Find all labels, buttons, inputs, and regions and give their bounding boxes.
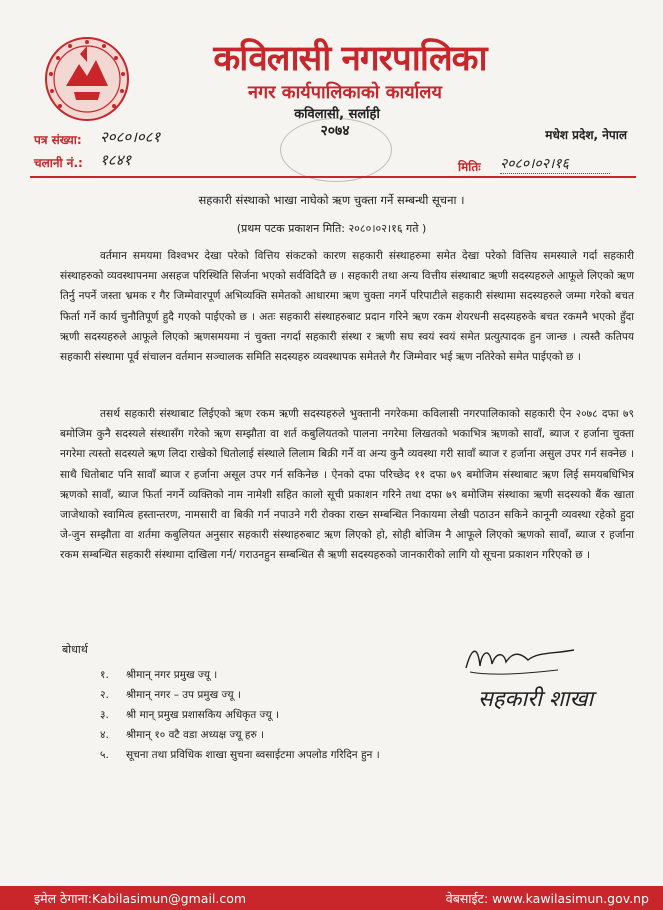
cc-item xyxy=(100,705,380,725)
cc-list xyxy=(100,665,380,765)
org-name: कविलासी नगरपालिका xyxy=(213,39,487,79)
notice-subject: सहकारी संस्थाको भाखा नाघेको ऋण चुक्ता गर्ने सम्बन्धी सूचना । xyxy=(198,193,465,207)
paragraph-2 xyxy=(60,404,634,566)
cc-item xyxy=(100,685,380,705)
cc-item-text: श्रीमान् नगर प्रमुख ज्यू । xyxy=(126,669,218,681)
cc-item xyxy=(100,745,380,765)
footer-email[interactable]: इमेल ठेगाना:Kabilasimun@gmail.com xyxy=(34,891,247,906)
dispatch-number-label: चलानी नं.: xyxy=(34,156,83,170)
footer-bar xyxy=(0,886,663,910)
paragraph-1 xyxy=(60,246,634,367)
ref-number-value: २०८०।०८१ xyxy=(100,128,161,146)
footer-website[interactable]: वेबसाईट: www.kawilasimun.gov.np xyxy=(445,891,649,906)
org-year: २०७४ xyxy=(320,123,350,139)
cc-item-text: सूचना तथा प्रविधिक शाखा सुचना ब्वसाईटमा अपलोड गरिदिन हुन । xyxy=(126,749,380,761)
cc-item-number: २. xyxy=(100,689,109,701)
province-text: मधेश प्रदेश, नेपाल xyxy=(545,128,627,142)
dispatch-number-value: १८४१ xyxy=(100,151,132,169)
cc-item-number: ४. xyxy=(100,729,109,741)
cc-item-number: ५. xyxy=(100,749,109,761)
paragraph-2-text: तसर्थ सहकारी संस्थाबाट लिईएको ऋण रकम ऋणी सदस्यहरुले भुक्तानी नगरेकमा कविलासी नगरपालिकाको सहकारी ऐन २०७८ दफा ७९ बमोजिम कुनै सदस्यले संस्थासँग गरेको ऋण सम्झौता वा शर्त कबुलियतको पालना नगरेमा लिखतको भकाभित्र ऋणको सावाँ, ब्याज र हर्जाना चुक्ता नगरेमा त्यस्तो सदस्यले ऋण लिदा राखेको धितोलाई संस्थाले लिलाम बिक्री गर्ने वा अन्य कुनै व्यवस्था गरी सावाँ ब्याज र हर्जाना असुल उपर गर्न सक्नेछ । साथै धितोबाट पनि सावाँ ब्याज र हर्जाना असूल उपर गर्न सकिनेछ । ऐनको दफा परिच्छेद ११ दफा ७९ बमोजिम संस्थाबाट ऋण लिई समयबधिभित्र ऋणको सावाँ, ब्याज फिर्ता नगर्ने व्यक्तिको नाम नामेशी सहित कालो सूची प्रकाशन गरिने तथा दफा ७९ बमोजिम संस्थाका ऋणी सदस्यको बैंक खाता जाजेथाको स्वामित्व हस्तान्तरण, नामसारी वा बिकी गर्न नपाउने गरी रोक्का राख्न सम्बन्धित निकायमा लेखी पठाउन सकिने कानूनी व्यवस्था रहेको हुदा जे-जुन सम्झौता वा शर्तमा कबुलियत अनुसार सहकारी संस्थाहरुबाट ऋण लिएको हो, सोही बोजिम नै आफूले लिएको ऋणको सावाँ, ब्याज र हर्जाना रकम सम्बन्धित सहकारी संस्थामा दाखिला गर्न/ गराउनहुन सम्बन्धित सै ऋणी सदस्यहरुको जानकारीको लागि यो सूचना प्रकाशन गरिएको छ । xyxy=(60,408,634,562)
publication-date: (प्रथम पटक प्रकाशन मिति: २०८०।०२।१६ गते ) xyxy=(236,222,427,235)
cc-item-text: श्री मान् प्रमुख प्रशासकिय अधिकृत ज्यू । xyxy=(126,709,279,721)
cc-label: बोधार्थ xyxy=(62,643,88,656)
org-subtitle: नगर कार्यपालिकाको कार्यालय xyxy=(248,82,442,103)
signature-section-name: सहकारी शाखा xyxy=(478,687,594,712)
cc-item-number: ३. xyxy=(100,709,109,721)
cc-item-number: १. xyxy=(100,669,109,681)
municipality-emblem-icon xyxy=(44,36,130,122)
header-divider xyxy=(30,176,636,178)
cc-item xyxy=(100,725,380,745)
org-place: कविलासी, सर्लाही xyxy=(294,107,380,122)
signature-scribble-icon xyxy=(462,640,582,680)
date-value: २०८०।०२।१६ xyxy=(500,154,610,174)
cc-item-text: श्रीमान् नगर – उप प्रमुख ज्यू । xyxy=(126,689,241,701)
cc-item xyxy=(100,665,380,685)
cc-item-text: श्रीमान् १० वटै वडा अध्यक्ष ज्यू हरु । xyxy=(126,729,265,741)
date-label: मितिः xyxy=(458,160,481,174)
ref-number-label: पत्र संख्या: xyxy=(34,133,82,147)
paragraph-1-text: वर्तमान समयमा विश्वभर देखा परेको वित्तिय संकटको कारण सहकारी संस्थाहरुमा समेत देखा परेको वित्तिय समस्याले गर्दा सहकारी संस्थाहरुको व्यवस्थापनमा असहज परिस्थिति सिर्जना भएको सर्वविदितै छ । सहकारी तथा अन्य वित्तीय संस्थाबाट ऋणी सदस्यहरुले आफूले लिएको ऋण तिर्नु नपर्ने जस्ता भ्रमक र गैर जिम्मेवारपूर्ण अभिव्यक्ति समेतको आधारमा ऋण चुक्ता नगर्ने परिपाटीले सहकारी संस्थामा सदस्यहरुले जम्मा गरेको बचत फिर्ता गर्ने कार्य चुनौतिपूर्ण हुदै गएको पाईएको छ । अतः सहकारी संस्थाहरुबाट प्रदान गरिने ऋण रकम शेयरधनी सदस्यहरुके बचत रकमनै भएको हुँदा ऋणी सदस्यहरुले आफूले लिएको ऋणसमयमा नं चुक्ता नगर्दा सहकारी संस्था र ऋणी सघ स्वयं स्वयं समेत प्रत्युत्पादक हुन जान्छ । त्यस्तै कतिपय सहकारी संस्थामा पूर्व संचालन वर्तमान सञ्चालक समिति सदस्यहरु व्यवस्थापक समेतले गैर जिम्मेवार भई ऋण नतिरेको समेत पाईएको छ । xyxy=(60,250,634,364)
